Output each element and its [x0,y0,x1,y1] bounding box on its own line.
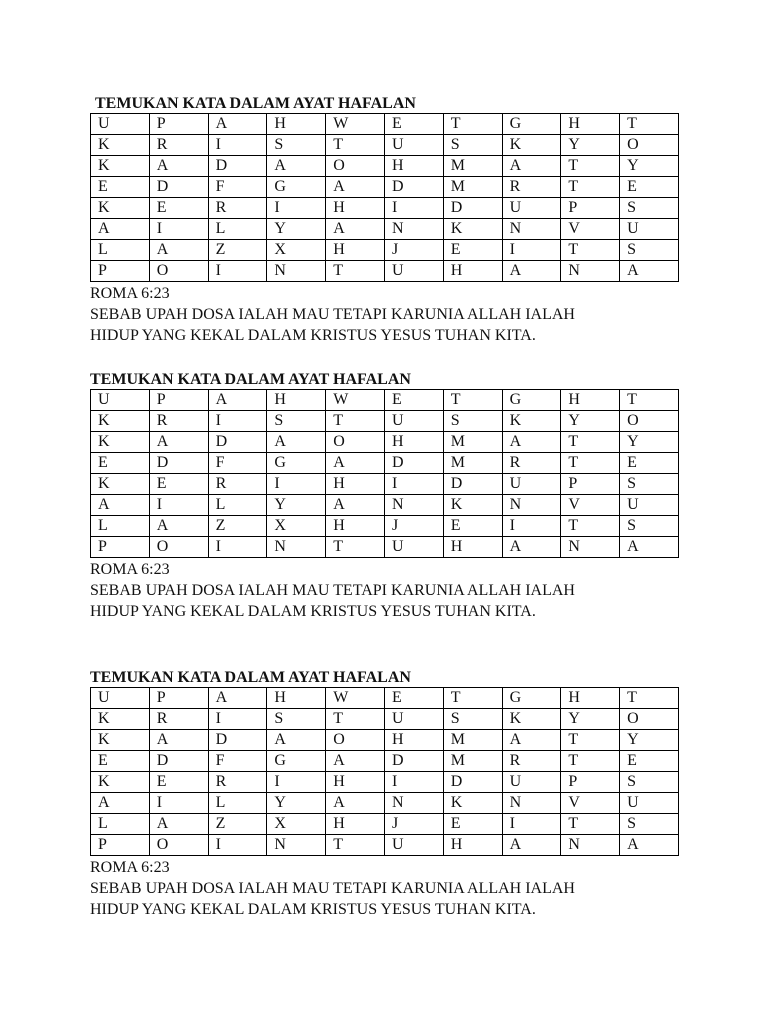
grid-cell: A [149,516,208,537]
bible-reference: ROMA 6:23 [90,285,170,302]
grid-row [91,814,679,835]
grid-cell: M [443,453,502,474]
grid-cell: Y [561,411,620,432]
grid-cell: E [620,177,679,198]
grid-cell: R [502,177,561,198]
grid-cell: I [384,772,443,793]
grid-cell: U [384,835,443,856]
grid-cell: O [620,411,679,432]
grid-cell: D [149,453,208,474]
grid-cell: U [620,495,679,516]
grid-cell: K [91,135,150,156]
grid-cell: A [267,432,326,453]
grid-cell: A [208,688,267,709]
grid-cell: S [620,240,679,261]
grid-cell: N [384,219,443,240]
grid-cell: I [149,219,208,240]
grid-row [91,474,679,495]
grid-cell: N [502,495,561,516]
grid-cell: T [443,114,502,135]
grid-cell: L [208,219,267,240]
grid-cell: H [267,114,326,135]
grid-cell: S [443,135,502,156]
grid-cell: O [149,537,208,558]
grid-cell: H [561,114,620,135]
grid-cell: A [208,390,267,411]
grid-cell: H [443,261,502,282]
grid-cell: K [502,709,561,730]
grid-cell: H [326,772,385,793]
grid-cell: R [502,751,561,772]
grid-cell: H [326,516,385,537]
grid-cell: A [502,730,561,751]
grid-cell: P [91,835,150,856]
grid-row [91,177,679,198]
grid-cell: A [149,730,208,751]
grid-cell: D [149,751,208,772]
grid-cell: K [91,709,150,730]
grid-row [91,261,679,282]
grid-row [91,730,679,751]
grid-cell: K [443,219,502,240]
grid-cell: T [326,835,385,856]
verse-line-2: HIDUP YANG KEKAL DALAM KRISTUS YESUS TUHAN KITA. [90,603,536,620]
grid-cell: G [267,751,326,772]
grid-cell: I [267,474,326,495]
grid-cell: P [561,198,620,219]
grid-cell: R [149,135,208,156]
grid-cell: E [443,240,502,261]
grid-cell: D [149,177,208,198]
grid-cell: A [326,495,385,516]
grid-cell: G [502,688,561,709]
grid-cell: H [561,390,620,411]
verse-line-1: SEBAB UPAH DOSA IALAH MAU TETAPI KARUNIA ALLAH IALAH [90,880,575,897]
grid-cell: U [384,135,443,156]
grid-cell: A [502,537,561,558]
grid-cell: R [208,474,267,495]
grid-cell: A [149,814,208,835]
grid-cell: P [149,390,208,411]
grid-cell: A [208,114,267,135]
grid-cell: A [149,156,208,177]
grid-cell: K [443,495,502,516]
grid-cell: E [384,390,443,411]
grid-cell: T [326,135,385,156]
grid-cell: I [267,198,326,219]
word-search-grid [90,389,679,558]
grid-row [91,411,679,432]
grid-cell: N [502,219,561,240]
grid-cell: I [267,772,326,793]
grid-cell: A [502,835,561,856]
grid-cell: T [561,751,620,772]
grid-cell: G [502,390,561,411]
grid-row [91,135,679,156]
grid-cell: A [91,495,150,516]
grid-cell: E [620,453,679,474]
grid-cell: U [502,772,561,793]
grid-cell: P [91,261,150,282]
grid-cell: D [384,751,443,772]
grid-cell: U [384,411,443,432]
grid-cell: L [208,793,267,814]
grid-cell: I [208,135,267,156]
grid-cell: W [326,688,385,709]
grid-cell: D [384,453,443,474]
grid-cell: T [620,390,679,411]
grid-cell: E [149,772,208,793]
puzzle-block-2 [90,371,690,622]
grid-cell: U [384,709,443,730]
grid-cell: A [502,261,561,282]
grid-cell: Y [267,793,326,814]
grid-cell: T [561,240,620,261]
grid-cell: E [91,751,150,772]
grid-cell: I [208,709,267,730]
grid-cell: D [208,730,267,751]
grid-cell: S [620,516,679,537]
grid-cell: T [561,516,620,537]
grid-row [91,390,679,411]
grid-cell: J [384,240,443,261]
grid-cell: A [267,730,326,751]
grid-cell: W [326,114,385,135]
grid-cell: A [326,219,385,240]
grid-cell: K [502,135,561,156]
grid-row [91,709,679,730]
grid-cell: I [502,814,561,835]
grid-row [91,751,679,772]
grid-cell: I [384,474,443,495]
grid-cell: S [620,814,679,835]
grid-cell: L [91,516,150,537]
grid-cell: H [326,474,385,495]
grid-cell: N [384,793,443,814]
bible-reference: ROMA 6:23 [90,859,170,876]
word-search-grid [90,113,679,282]
grid-cell: A [267,156,326,177]
grid-cell: R [149,709,208,730]
grid-cell: T [561,730,620,751]
grid-cell: Y [620,156,679,177]
grid-cell: A [326,793,385,814]
grid-row [91,453,679,474]
grid-cell: V [561,219,620,240]
grid-cell: Y [267,495,326,516]
grid-cell: H [443,835,502,856]
grid-cell: H [267,688,326,709]
grid-cell: K [91,432,150,453]
grid-cell: H [267,390,326,411]
grid-row [91,537,679,558]
grid-cell: T [326,411,385,432]
grid-cell: T [326,261,385,282]
grid-cell: X [267,814,326,835]
grid-cell: T [561,814,620,835]
grid-cell: E [443,516,502,537]
grid-cell: U [91,114,150,135]
grid-cell: W [326,390,385,411]
grid-cell: E [384,114,443,135]
verse-line-1: SEBAB UPAH DOSA IALAH MAU TETAPI KARUNIA ALLAH IALAH [90,306,575,323]
grid-cell: E [620,751,679,772]
grid-cell: E [149,198,208,219]
grid-cell: O [326,730,385,751]
grid-cell: D [443,474,502,495]
grid-cell: O [149,261,208,282]
grid-cell: E [91,177,150,198]
grid-cell: M [443,730,502,751]
grid-row [91,219,679,240]
grid-cell: I [502,240,561,261]
grid-cell: D [208,432,267,453]
grid-cell: X [267,516,326,537]
grid-cell: E [149,474,208,495]
grid-cell: O [326,432,385,453]
grid-cell: A [149,432,208,453]
grid-row [91,156,679,177]
grid-cell: O [149,835,208,856]
grid-cell: P [561,474,620,495]
grid-cell: T [620,114,679,135]
grid-cell: A [149,240,208,261]
grid-cell: O [326,156,385,177]
grid-cell: U [620,793,679,814]
grid-row [91,495,679,516]
grid-cell: A [91,793,150,814]
grid-cell: I [208,537,267,558]
grid-cell: S [267,411,326,432]
grid-cell: R [208,198,267,219]
grid-cell: N [561,835,620,856]
grid-cell: A [326,177,385,198]
grid-cell: Z [208,240,267,261]
grid-cell: I [502,516,561,537]
grid-cell: T [443,688,502,709]
grid-cell: H [384,432,443,453]
grid-cell: K [91,156,150,177]
grid-cell: L [91,814,150,835]
grid-cell: A [91,219,150,240]
grid-cell: J [384,516,443,537]
grid-row [91,198,679,219]
grid-cell: M [443,432,502,453]
grid-cell: K [443,793,502,814]
grid-cell: I [149,495,208,516]
grid-cell: Y [267,219,326,240]
grid-cell: S [267,135,326,156]
grid-cell: A [620,537,679,558]
grid-cell: T [326,709,385,730]
grid-cell: K [91,474,150,495]
grid-cell: R [502,453,561,474]
grid-cell: I [208,835,267,856]
grid-cell: T [443,390,502,411]
grid-cell: H [326,814,385,835]
grid-cell: U [620,219,679,240]
grid-cell: U [384,537,443,558]
grid-cell: N [267,835,326,856]
puzzle-title: TEMUKAN KATA DALAM AYAT HAFALAN [95,95,416,112]
grid-cell: O [620,135,679,156]
grid-cell: D [443,772,502,793]
grid-cell: H [561,688,620,709]
grid-cell: D [208,156,267,177]
grid-row [91,516,679,537]
grid-cell: A [326,453,385,474]
grid-cell: A [326,751,385,772]
grid-cell: E [443,814,502,835]
grid-cell: V [561,793,620,814]
grid-cell: N [561,537,620,558]
grid-cell: A [620,835,679,856]
grid-cell: S [267,709,326,730]
grid-cell: E [91,453,150,474]
grid-cell: N [502,793,561,814]
puzzle-title: TEMUKAN KATA DALAM AYAT HAFALAN [90,669,411,686]
grid-cell: U [502,198,561,219]
grid-cell: K [91,411,150,432]
verse-line-1: SEBAB UPAH DOSA IALAH MAU TETAPI KARUNIA ALLAH IALAH [90,582,575,599]
grid-cell: G [502,114,561,135]
grid-cell: N [267,537,326,558]
grid-cell: K [91,198,150,219]
grid-row [91,772,679,793]
puzzle-block-1 [90,95,690,346]
grid-cell: T [326,537,385,558]
grid-cell: E [384,688,443,709]
grid-cell: S [443,709,502,730]
grid-cell: F [208,177,267,198]
grid-cell: L [91,240,150,261]
bible-reference: ROMA 6:23 [90,561,170,578]
grid-cell: Y [561,135,620,156]
grid-cell: S [620,474,679,495]
word-search-grid [90,687,679,856]
grid-cell: U [384,261,443,282]
grid-cell: N [267,261,326,282]
grid-cell: H [384,730,443,751]
grid-cell: U [91,390,150,411]
grid-cell: U [502,474,561,495]
grid-row [91,432,679,453]
grid-cell: A [502,432,561,453]
verse-line-2: HIDUP YANG KEKAL DALAM KRISTUS YESUS TUHAN KITA. [90,901,536,918]
grid-cell: K [91,772,150,793]
grid-cell: K [502,411,561,432]
grid-cell: T [561,453,620,474]
grid-cell: G [267,177,326,198]
grid-row [91,835,679,856]
grid-cell: N [561,261,620,282]
grid-cell: K [91,730,150,751]
grid-cell: F [208,751,267,772]
grid-cell: P [91,537,150,558]
grid-cell: H [326,240,385,261]
grid-cell: Z [208,814,267,835]
verse-line-2: HIDUP YANG KEKAL DALAM KRISTUS YESUS TUHAN KITA. [90,327,536,344]
grid-cell: T [561,432,620,453]
grid-cell: F [208,453,267,474]
grid-cell: L [208,495,267,516]
grid-cell: X [267,240,326,261]
grid-cell: I [384,198,443,219]
grid-cell: T [561,177,620,198]
grid-cell: Y [620,432,679,453]
grid-cell: A [502,156,561,177]
grid-cell: M [443,156,502,177]
grid-cell: P [149,688,208,709]
grid-cell: Y [620,730,679,751]
grid-cell: R [149,411,208,432]
grid-cell: H [326,198,385,219]
grid-cell: P [149,114,208,135]
grid-row [91,793,679,814]
grid-cell: I [208,261,267,282]
grid-cell: Z [208,516,267,537]
puzzle-block-3 [90,669,690,920]
grid-cell: T [561,156,620,177]
grid-row [91,688,679,709]
grid-cell: D [384,177,443,198]
grid-cell: J [384,814,443,835]
grid-cell: I [149,793,208,814]
grid-cell: S [620,198,679,219]
grid-cell: A [620,261,679,282]
grid-row [91,114,679,135]
grid-cell: P [561,772,620,793]
grid-row [91,240,679,261]
grid-cell: S [443,411,502,432]
grid-cell: M [443,751,502,772]
grid-cell: N [384,495,443,516]
grid-cell: Y [561,709,620,730]
grid-cell: I [208,411,267,432]
grid-cell: S [620,772,679,793]
grid-cell: R [208,772,267,793]
grid-cell: D [443,198,502,219]
grid-cell: G [267,453,326,474]
grid-cell: V [561,495,620,516]
grid-cell: H [443,537,502,558]
grid-cell: U [91,688,150,709]
grid-cell: M [443,177,502,198]
grid-cell: T [620,688,679,709]
grid-cell: O [620,709,679,730]
puzzle-title: TEMUKAN KATA DALAM AYAT HAFALAN [90,371,411,388]
grid-cell: H [384,156,443,177]
